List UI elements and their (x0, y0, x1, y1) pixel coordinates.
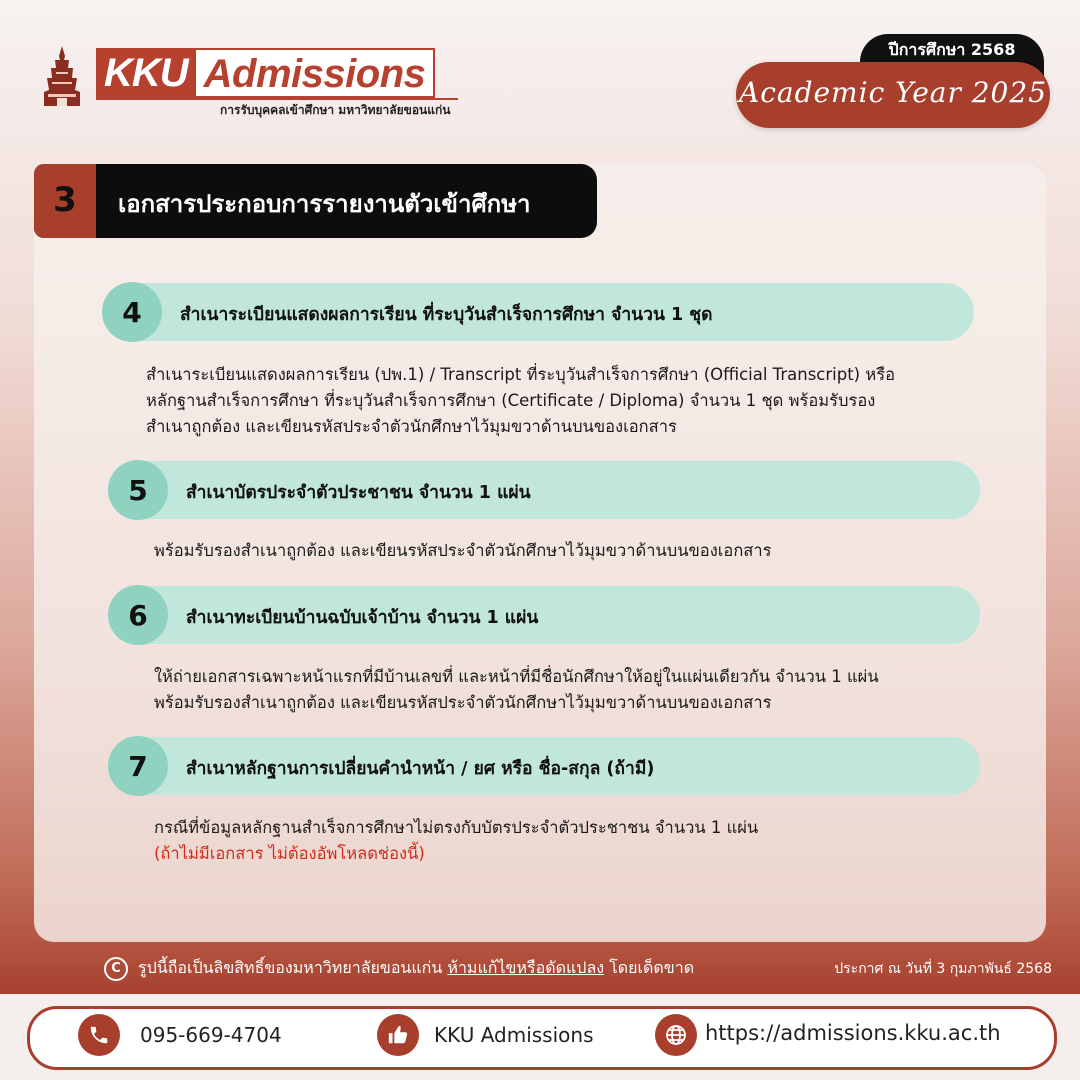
item-number-badge: 5 (108, 460, 168, 520)
logo-admissions-text: Admissions (196, 48, 436, 98)
item-description (146, 362, 895, 440)
thumbs-up-icon[interactable] (377, 1014, 419, 1056)
logo-subtitle: การรับบุคคลเข้าศึกษา มหาวิทยาลัยขอนแก่น (220, 103, 451, 117)
phone-number-link[interactable]: 095-669-4704 (140, 1023, 282, 1047)
phone-icon[interactable] (78, 1014, 120, 1056)
globe-icon[interactable] (655, 1014, 697, 1056)
logo-kku-text: KKU (96, 48, 196, 98)
item-title: สำเนาทะเบียนบ้านฉบับเจ้าบ้าน จำนวน 1 แผ่น (186, 608, 539, 628)
item-title: สำเนาหลักฐานการเปลี่ยนคำนำหน้า / ยศ หรือ ชื่อ-สกุล (ถ้ามี) (186, 759, 655, 779)
kku-seal-logo (42, 46, 82, 108)
copyright-warning: ห้ามแก้ไขหรือดัดแปลง (447, 958, 605, 977)
item-description (154, 538, 772, 564)
item-title: สำเนาบัตรประจำตัวประชาชน จำนวน 1 แผ่น (186, 483, 531, 503)
announcement-date: ประกาศ ณ วันที่ 3 กุมภาพันธ์ 2568 (834, 961, 1052, 977)
copyright-text: รูปนี้ถือเป็นลิขสิทธิ์ของมหาวิทยาลัยขอนแก่น (138, 958, 443, 977)
item-number-badge: 7 (108, 736, 168, 796)
logo-underline (96, 98, 458, 100)
item-description (154, 815, 758, 867)
copyright-icon: C (104, 957, 128, 981)
facebook-page-link[interactable]: KKU Admissions (434, 1023, 594, 1047)
copyright-notice (104, 956, 694, 981)
description-line: ให้ถ่ายเอกสารเฉพาะหน้าแรกที่มีบ้านเลขที่ และหน้าที่มีชื่อนักศึกษาให้อยู่ในแผ่นเดียวกัน จำนวน 1 แผ่น (154, 667, 879, 686)
year-thai-label: ปีการศึกษา 2568 (888, 40, 1016, 59)
item-number-badge: 4 (102, 282, 162, 342)
description-line: พร้อมรับรองสำเนาถูกต้อง และเขียนรหัสประจำตัวนักศึกษาไว้มุมขวาด้านบนของเอกสาร (154, 541, 772, 560)
academic-year-label: Academic Year 2025 (738, 76, 1048, 109)
section-number: 3 (53, 180, 77, 220)
description-line: สำเนาระเบียนแสดงผลการเรียน (ปพ.1) / Transcript ที่ระบุวันสำเร็จการศึกษา (Official Transcript) หรือ (146, 365, 896, 384)
description-line: กรณีที่ข้อมูลหลักฐานสำเร็จการศึกษาไม่ตรงกับบัตรประจำตัวประชาชน จำนวน 1 แผ่น (154, 818, 759, 837)
description-line: หลักฐานสำเร็จการศึกษา ที่ระบุวันสำเร็จการศึกษา (Certificate / Diploma) จำนวน 1 ชุด พร้อมรับรอง (146, 391, 876, 410)
item-number-badge: 6 (108, 585, 168, 645)
optional-note: (ถ้าไม่มีเอกสาร ไม่ต้องอัพโหลดช่องนี้) (154, 844, 425, 863)
website-link[interactable]: https://admissions.kku.ac.th (705, 1021, 1001, 1045)
kku-admissions-logo (96, 48, 435, 98)
item-description (154, 664, 879, 716)
copyright-suffix: โดยเด็ดขาด (609, 958, 695, 977)
description-line: สำเนาถูกต้อง และเขียนรหัสประจำตัวนักศึกษาไว้มุมขวาด้านบนของเอกสาร (146, 417, 677, 436)
section-title: เอกสารประกอบการรายงานตัวเข้าศึกษา (118, 190, 531, 218)
item-title: สำเนาระเบียนแสดงผลการเรียน ที่ระบุวันสำเร็จการศึกษา จำนวน 1 ชุด (180, 305, 713, 325)
description-line: พร้อมรับรองสำเนาถูกต้อง และเขียนรหัสประจำตัวนักศึกษาไว้มุมขวาด้านบนของเอกสาร (154, 693, 772, 712)
